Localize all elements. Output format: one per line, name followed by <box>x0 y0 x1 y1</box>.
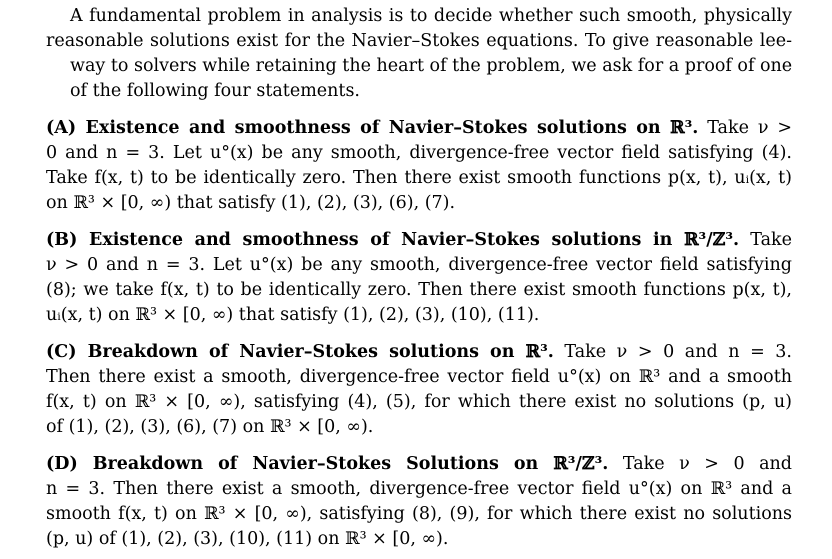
statement-line: uᵢ(x, t) on ℝ³ × [0, ∞) that satisfy (1), (2), (3), (10), (11). <box>46 305 540 325</box>
statement-line: Take f(x, t) to be identically zero. Then there exist smooth functions p(x, t), uᵢ(x, t) <box>46 168 792 188</box>
statement-first-line <box>46 452 792 477</box>
statement-line: ν > 0 and n = 3. Let u°(x) be any smooth, divergence-free vector field satisfying <box>46 255 792 275</box>
statement-heading: (D) Breakdown of Navier–Stokes Solutions on ℝ³/ℤ³. <box>46 454 609 474</box>
statement-c <box>46 340 792 440</box>
statement-a <box>46 116 792 216</box>
statement-line: smooth f(x, t) on ℝ³ × [0, ∞), satisfying (8), (9), for which there exist no solutions <box>46 504 792 524</box>
intro-line: way to solvers while retaining the heart of the problem, we ask for a proof of one <box>70 56 793 76</box>
statement-heading: (C) Breakdown of Navier–Stokes solutions on ℝ³. <box>46 342 554 362</box>
statement-line: Take ν > <box>707 118 793 138</box>
statement-b <box>46 228 792 328</box>
statement-line: 0 and n = 3. Let u°(x) be any smooth, divergence-free vector field satisfying (4). <box>46 143 792 163</box>
statement-first-line <box>46 340 792 365</box>
statement-line: Take ν > 0 and <box>622 454 792 474</box>
document-page <box>46 4 792 552</box>
statement-line: Take <box>750 230 792 250</box>
statement-line: (p, u) of (1), (2), (3), (10), (11) on ℝ³ × [0, ∞). <box>46 529 449 549</box>
statement-first-line <box>46 228 792 253</box>
statement-line: Take ν > 0 and n = 3. <box>564 342 792 362</box>
statement-heading: (A) Existence and smoothness of Navier–Stokes solutions on ℝ³. <box>46 118 699 138</box>
intro-line: reasonable solutions exist for the Navier–Stokes equations. To give reasonable lee- <box>46 31 792 51</box>
statement-first-line <box>46 116 792 141</box>
statement-d <box>46 452 792 552</box>
intro-line: A fundamental problem in analysis is to decide whether such smooth, physically <box>70 6 792 26</box>
intro-paragraph <box>46 4 792 104</box>
statement-line: f(x, t) on ℝ³ × [0, ∞), satisfying (4), (5), for which there exist no solutions (p, u) <box>46 392 792 412</box>
statement-line: (8); we take f(x, t) to be identically zero. Then there exist smooth functions p(x, t), <box>46 280 792 300</box>
intro-line: of the following four statements. <box>70 81 360 101</box>
statement-heading: (B) Existence and smoothness of Navier–Stokes solutions in ℝ³/ℤ³. <box>46 230 740 250</box>
statement-line: Then there exist a smooth, divergence-free vector field u°(x) on ℝ³ and a smooth <box>46 367 792 387</box>
statement-line: on ℝ³ × [0, ∞) that satisfy (1), (2), (3), (6), (7). <box>46 193 456 213</box>
statement-line: n = 3. Then there exist a smooth, divergence-free vector field u°(x) on ℝ³ and a <box>46 479 792 499</box>
statement-line: of (1), (2), (3), (6), (7) on ℝ³ × [0, ∞). <box>46 417 374 437</box>
